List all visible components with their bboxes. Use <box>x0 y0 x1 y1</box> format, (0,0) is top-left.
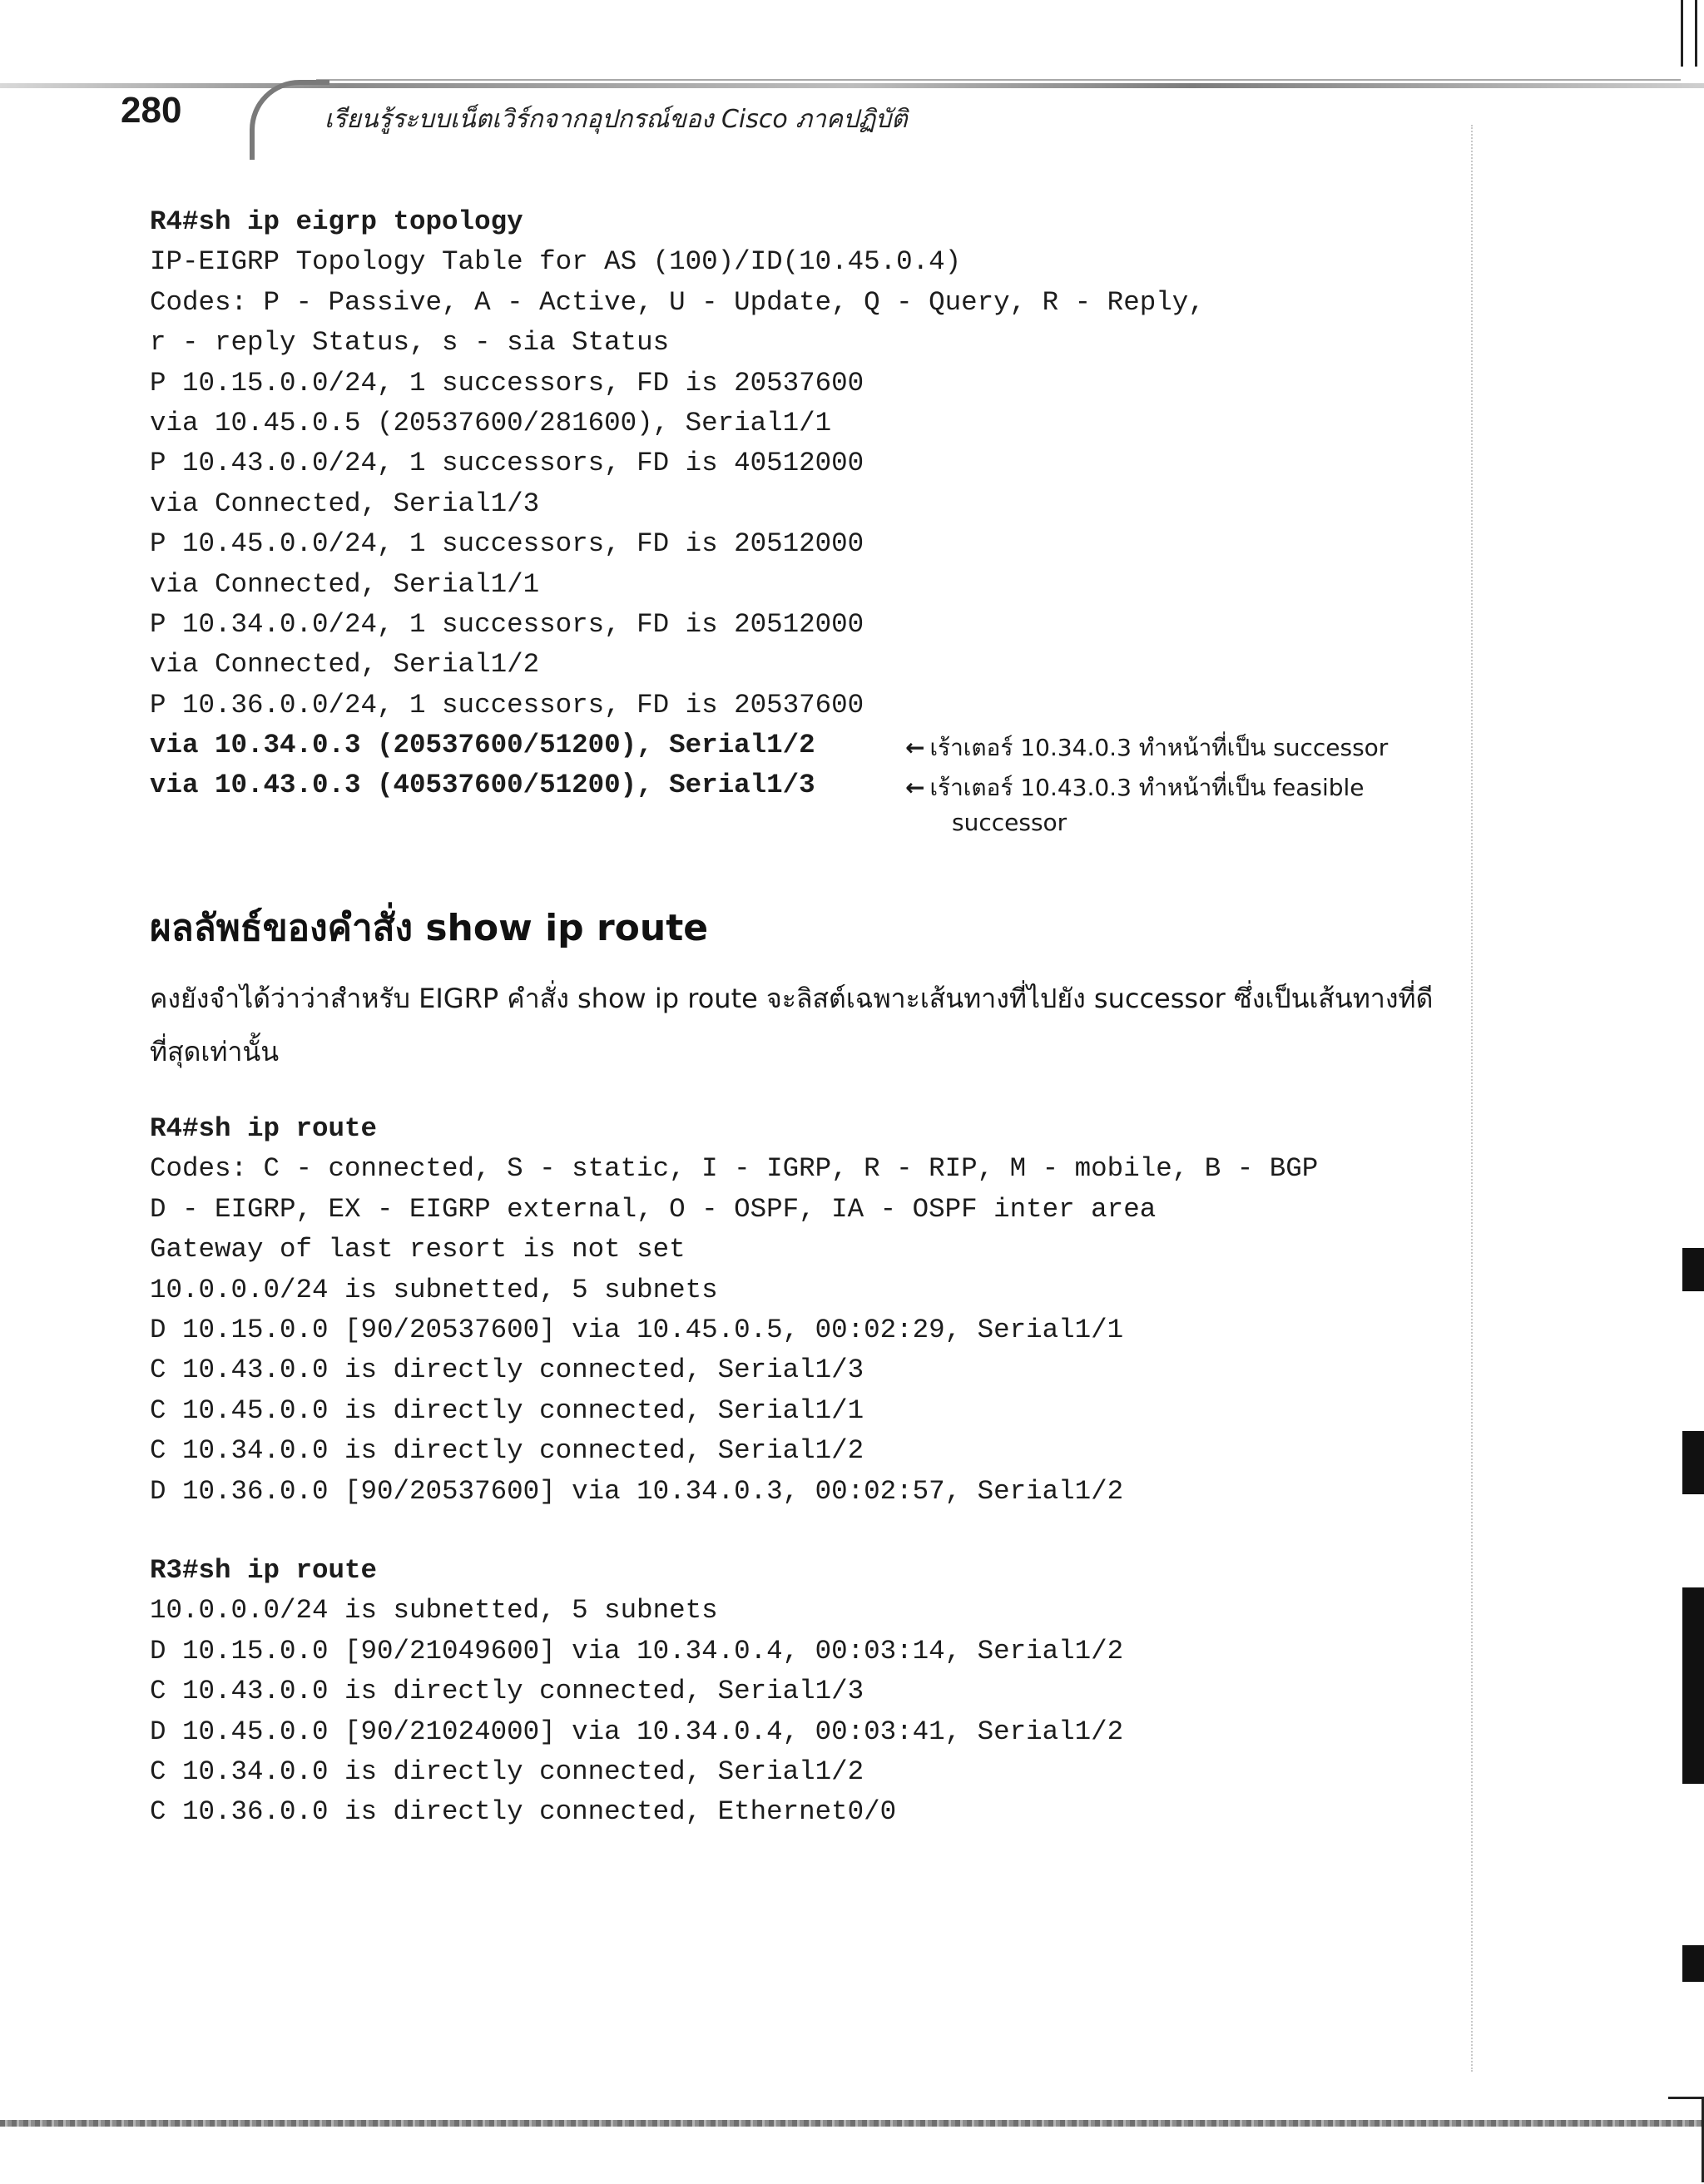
annotation-text: เร้าเตอร์ 10.34.0.3 ทำหน้าที่เป็น successor <box>929 734 1389 761</box>
footer-rule <box>0 2120 1704 2127</box>
code-line: via 10.43.0.3 (40537600/51200), Serial1/3 <box>150 770 815 801</box>
code-line: P 10.36.0.0/24, 1 successors, FD is 20537600 <box>150 689 864 721</box>
code-line: via Connected, Serial1/1 <box>150 568 540 600</box>
code-line: R3#sh ip route <box>150 1555 378 1586</box>
header-rule <box>0 83 1704 88</box>
code-line: 10.0.0.0/24 is subnetted, 5 subnets <box>150 1274 718 1305</box>
code-line: P 10.43.0.0/24, 1 successors, FD is 40512000 <box>150 448 864 479</box>
body-paragraph: คงยังจำได้ว่าว่าสำหรับ EIGRP คำสั่ง show ip route จะลิสต์เฉพาะเส้นทางที่ไปยัง successor ซึ่งเป็นเส้นทางที่ดีที่สุดเท่านั้น <box>150 983 1434 1067</box>
code-line: C 10.34.0.0 is directly connected, Serial1/2 <box>150 1435 864 1467</box>
code-line: R4#sh ip eigrp topology <box>150 206 523 237</box>
code-line: Gateway of last resort is not set <box>150 1234 686 1265</box>
code-line: D - EIGRP, EX - EIGRP external, O - OSPF, IA - OSPF inter area <box>150 1193 1157 1225</box>
margin-guide-rule <box>1471 125 1473 2072</box>
section-heading: ผลลัพธ์ของคำสั่ง show ip route <box>150 907 709 949</box>
left-arrow-icon: ← <box>905 734 925 761</box>
crop-mark-bottom <box>1668 2097 1704 2182</box>
code-line: P 10.15.0.0/24, 1 successors, FD is 20537600 <box>150 367 864 399</box>
code-line: D 10.15.0.0 [90/21049600] via 10.34.0.4, 00:03:14, Serial1/2 <box>150 1635 1124 1666</box>
code-line: C 10.45.0.0 is directly connected, Serial1/1 <box>150 1394 864 1426</box>
thumb-index-bar <box>1682 1248 1704 1291</box>
r3-route-output <box>150 1551 1123 1833</box>
thumb-index-bar <box>1682 1587 1704 1784</box>
code-line: C 10.36.0.0 is directly connected, Ethernet0/0 <box>150 1796 897 1828</box>
code-line: IP-EIGRP Topology Table for AS (100)/ID(10.45.0.4) <box>150 246 962 278</box>
eigrp-topology-output <box>150 202 1205 806</box>
code-line: Codes: C - connected, S - static, I - IGRP, R - RIP, M - mobile, B - BGP <box>150 1153 1319 1185</box>
thumb-index-bar <box>1682 1945 1704 1982</box>
code-line: via 10.34.0.3 (20537600/51200), Serial1/2 <box>150 730 815 761</box>
code-line: D 10.45.0.0 [90/21024000] via 10.34.0.4, 00:03:41, Serial1/2 <box>150 1716 1124 1747</box>
code-line: C 10.43.0.0 is directly connected, Serial1/3 <box>150 1354 864 1386</box>
code-line: r - reply Status, s - sia Status <box>150 327 670 359</box>
left-arrow-icon: ← <box>905 774 925 801</box>
code-line: C 10.34.0.0 is directly connected, Serial1/2 <box>150 1756 864 1787</box>
thumb-index-bar <box>1682 1431 1704 1494</box>
code-line: D 10.36.0.0 [90/20537600] via 10.34.0.3, 00:02:57, Serial1/2 <box>150 1475 1124 1507</box>
crop-mark-top <box>1681 0 1697 67</box>
running-header: เรียนรู้ระบบเน็ตเวิร์กจากอุปกรณ์ของ Cisco ภาคปฏิบัติ <box>324 105 908 134</box>
page-number: 280 <box>121 90 182 131</box>
code-line: R4#sh ip route <box>150 1113 378 1144</box>
header-swoosh-decoration <box>250 80 329 160</box>
annotation-continuation: successor <box>952 809 1067 836</box>
code-line: via Connected, Serial1/3 <box>150 488 540 519</box>
code-line: 10.0.0.0/24 is subnetted, 5 subnets <box>150 1595 718 1627</box>
feasible-successor-annotation <box>905 770 1365 806</box>
code-line: via Connected, Serial1/2 <box>150 649 540 681</box>
code-line: Codes: P - Passive, A - Active, U - Update, Q - Query, R - Reply, <box>150 286 1205 318</box>
code-line: C 10.43.0.0 is directly connected, Serial1/3 <box>150 1676 864 1707</box>
header-rule-thin <box>316 79 1681 81</box>
code-line: D 10.15.0.0 [90/20537600] via 10.45.0.5, 00:02:29, Serial1/1 <box>150 1314 1124 1345</box>
successor-annotation <box>905 730 1388 766</box>
code-line: P 10.34.0.0/24, 1 successors, FD is 20512000 <box>150 608 864 640</box>
code-line: via 10.45.0.5 (20537600/281600), Serial1/1 <box>150 407 832 438</box>
annotation-text: เร้าเตอร์ 10.43.0.3 ทำหน้าที่เป็น feasible <box>929 774 1365 801</box>
code-line: P 10.45.0.0/24, 1 successors, FD is 20512000 <box>150 528 864 560</box>
r4-route-output <box>150 1109 1318 1512</box>
